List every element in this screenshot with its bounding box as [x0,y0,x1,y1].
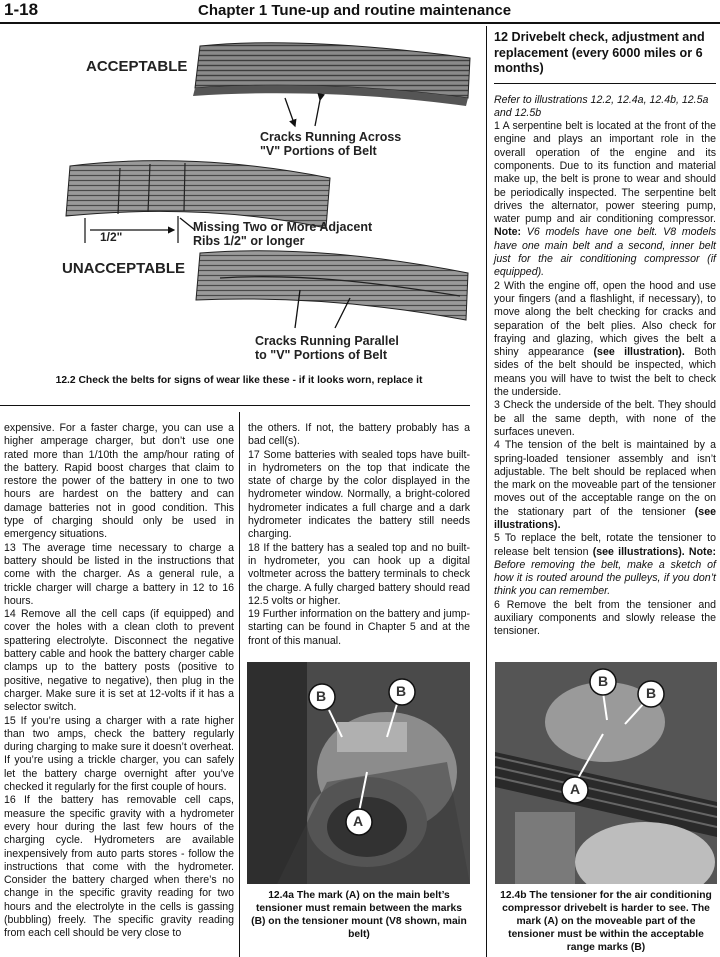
figure-12-4b-caption: 12.4b The tensioner for the air conditioning compressor drivebelt is harder to see. The mark (A) on the moveable part of the tensioner must be within the acceptable range marks (B) [500,890,712,953]
paragraph: 16 If the battery has removable cell caps, measure the specific gravity with a hydrometer every hour during the last few hours of the charging cycle. Hydrometers are available inexpensively from auto parts stores - follow the instructions that come with the hydrometer. Consider the battery charged when there’s no change in the specific gravity reading for two hours and the electrolyte in the cells is gassing (bubbling) freely. The specific gravity reading from each cell should be very close to [4,794,234,940]
right-column-rule [486,26,487,957]
paragraph-text: 1 A serpentine belt is located at the front of the engine and plays an important role in the overall operation of the engine and its components. Due to its function and material make up, the belt is prone to wear and should be periodically inspected. The serpentine belt drives the alternator, power steering pump, water pump and air conditioning compressor. [494,120,716,226]
belt-wear-illustration [0,28,478,388]
unacceptable-belt [196,251,468,320]
figure-12-4a-photo [247,662,470,884]
section-title-rule [494,83,716,84]
mark-a-label: A [570,781,581,797]
callout-line: to "V" Portions of Belt [255,348,387,362]
figure-12-4b-photo [495,662,717,884]
callout-missing-ribs [193,220,372,248]
paragraph-text: 5 To replace the belt, rotate the tensioner to release belt tension [494,532,716,558]
mark-b-label: B [396,683,407,699]
note-text: Before removing the belt, make a sketch of how it is routed around the pulleys, if you don’t think you can remember. [494,558,716,598]
paragraph [494,532,716,598]
page-number: 1-18 [4,0,39,19]
paragraph: 13 The average time necessary to charge a battery should be listed in the instructions that come with the charger. As a general rule, a trickle charger will charge a battery in 12 to 16 hours. [4,541,234,607]
tensioner-photo [247,662,470,884]
chapter-title: Chapter 1 Tune-up and routine maintenance [198,2,512,19]
cracked-belt [66,161,330,228]
note-label: Note: [494,226,522,239]
acceptable-label: ACCEPTABLE [86,58,188,75]
unacceptable-label: UNACCEPTABLE [62,260,186,277]
section-title: 12 Drivebelt check, adjustment and replacement (every 6000 miles or 6 months) [494,30,705,75]
illustration-reference: Refer to illustrations 12.2, 12.4a, 12.4b, 12.5a and 12.5b [494,93,709,119]
paragraph: 19 Further information on the battery and jump-starting can be found in Chapter 5 and at the front of this manual. [248,608,470,647]
middle-column [248,422,470,648]
ac-tensioner-photo [495,662,717,884]
figure-12-4a-caption: 12.4a The mark (A) on the main belt’s tensioner must remain between the marks (B) on the tensioner mount (V8 shown, main belt) [251,890,467,940]
callout-line: Cracks Running Across [260,130,402,144]
middle-column-rule [239,412,240,957]
paragraph: 3 Check the underside of the belt. They should be all the same depth, with none of the surfaces uneven. [494,399,716,438]
paragraph-text: Both sides of the belt should be inspected, which means you will have to twist the belt to check the underside. [494,346,716,399]
paragraph: 15 If you’re using a charger with a rate higher than two amps, check the battery regularly during charging to make sure it doesn’t overheat. If you’re using a trickle charger, you can safely let the battery charge overnight after you’ve checked it regularly for the first couple of hours. [4,714,234,794]
header-rule [0,22,720,24]
callout-line: Cracks Running Parallel [255,334,399,348]
paragraph: expensive. For a faster charge, you can use a higher amperage charger, but don’t use one rated more than 1/10th the amp/hour rating of the battery. Rapid boost charges that claim to restore the power of the battery in one to two hours are hardest on the battery and can damage batteries not in good condition. This type of charging should only be used in emergency situations. [4,422,234,541]
illustration-ref: (see illustrations). [592,545,685,558]
mark-b-label: B [316,688,327,704]
paragraph [494,280,716,400]
dimension-label: 1/2" [100,230,123,244]
paragraph: 17 Some batteries with sealed tops have built-in hydrometers on the top that indicate the state of charge by the color displayed in the hydrometer window. Normally, a bright-colored hydrometer indicates a full charge and a dark hydrometer indicates the battery still needs charging. [248,448,470,541]
figure-12-2 [0,28,478,408]
left-column [4,422,234,941]
callout-line: Missing Two or More Adjacent [193,220,373,234]
mark-a-label: A [353,813,364,829]
paragraph [494,439,716,532]
right-column [494,30,716,639]
callout-cracks-parallel [255,334,399,362]
paragraph: 18 If the battery has a sealed top and no built-in hydrometer, you can hook up a digital voltmeter across the battery terminals to check the charge. A fully charged battery should read 12.5 volts or higher. [248,541,470,607]
mark-b-label: B [598,673,609,689]
paragraph [494,120,716,280]
callout-cracks-across [260,130,401,158]
callout-line: "V" Portions of Belt [260,144,377,158]
illustration-ref: (see illustrations). [494,505,716,531]
paragraph: 6 Remove the belt from the tensioner and auxiliary components and slowly release the tensioner. [494,598,716,638]
note-label: Note: [688,545,716,558]
illustration-ref: (see illustration). [593,346,685,359]
mark-b-label: B [646,685,657,701]
figure-divider [0,405,470,406]
paragraph: the others. If not, the battery probably has a bad cell(s). [248,422,470,448]
paragraph-text: 4 The tension of the belt is maintained by a spring-loaded tensioner assembly and isn’t adjustable. The belt should be replaced when the mark on the moveable part of the tensioner moves out of the acceptable range on the on the stationary part of the tensioner [494,439,716,518]
paragraph-text: 2 With the engine off, open the hood and use your fingers (and a flashlight, if necessary), to move along the belt checking for cracks and separation of the belt plies. Also check for fraying and glazing, which gives the belt a shiny appearance [494,279,716,359]
paragraph: 14 Remove all the cell caps (if equipped) and cover the holes with a clean cloth to prevent spattering electrolyte. Disconnect the negative battery cable and hook the battery charger cable clamps up to the battery posts (positive to positive, negative to negative), then plug in the charger. Make sure it is set at 12-volts if it has a selector switch. [4,608,234,714]
note-text: V6 models have one belt. V8 models have one main belt and a second, inner belt just for the air conditioning compressor (if equipped). [494,226,716,279]
figure-12-2-caption: 12.2 Check the belts for signs of wear like these - if it looks worn, replace it [55,375,423,386]
callout-line: Ribs 1/2" or longer [193,234,305,248]
